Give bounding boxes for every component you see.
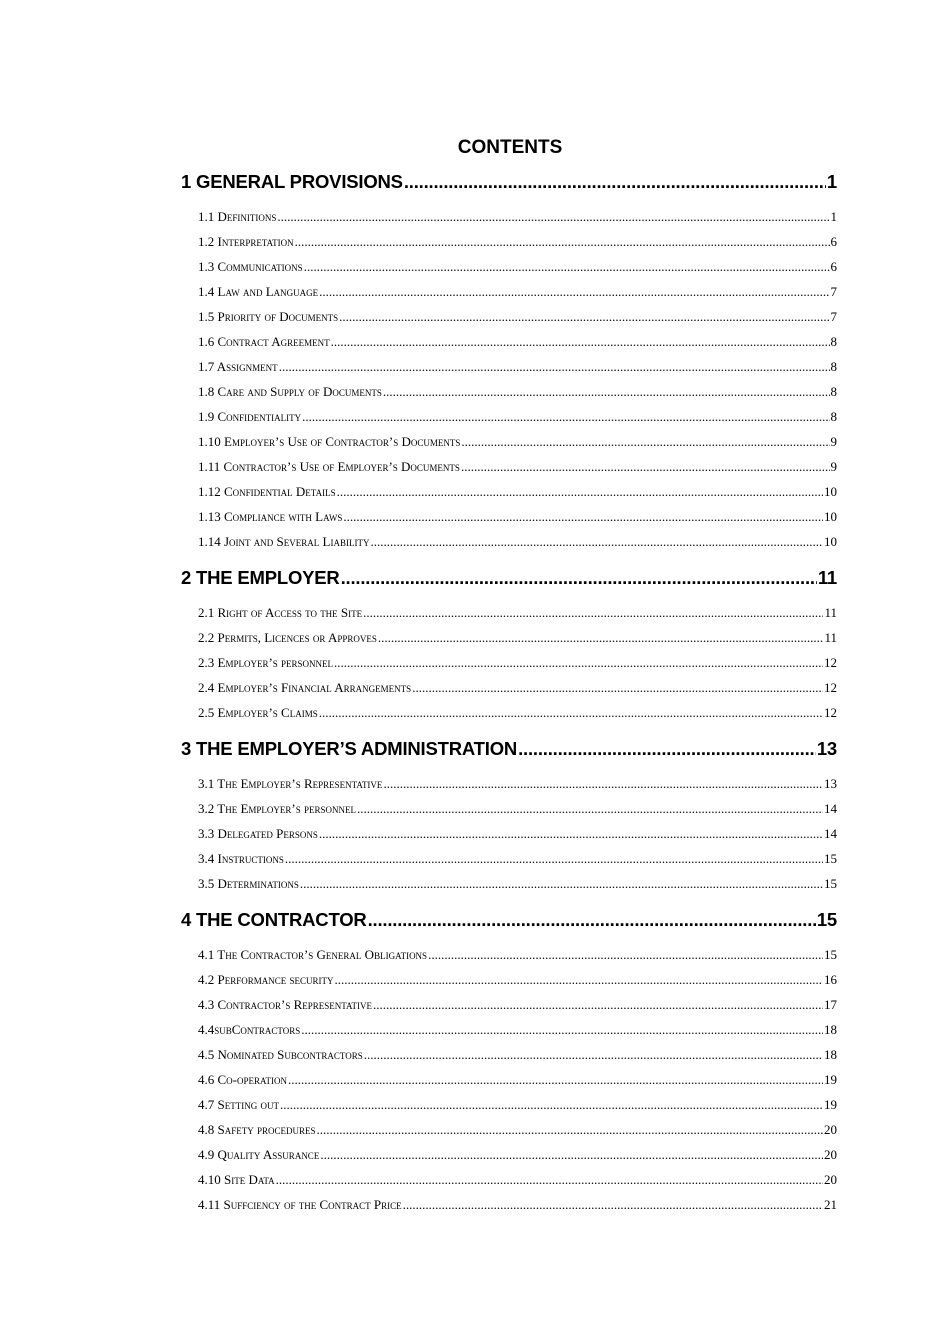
toc-entry[interactable] xyxy=(198,821,837,846)
toc-heading-page: 11 xyxy=(817,567,837,588)
toc-entry[interactable] xyxy=(198,404,837,429)
toc-entry-page: 10 xyxy=(824,484,837,499)
toc-entry[interactable] xyxy=(198,279,837,304)
toc-entry-page: 10 xyxy=(824,509,837,524)
toc-entry[interactable] xyxy=(198,504,837,529)
dot-leader xyxy=(319,821,823,846)
dot-leader xyxy=(363,600,823,625)
toc-entry-label: 4.8 Safety procedures xyxy=(198,1122,316,1137)
toc-entry-page: 20 xyxy=(824,1147,837,1162)
toc-entry-label: 2.5 Employer’s Claims xyxy=(198,705,318,720)
toc-entry-page: 14 xyxy=(824,826,837,841)
dot-leader xyxy=(317,1117,824,1142)
toc-heading-label: 4 THE CONTRACTOR xyxy=(181,909,367,930)
dot-leader xyxy=(279,354,830,379)
dot-leader xyxy=(285,846,823,871)
toc-entry-label: 1.14 Joint and Several Liability xyxy=(198,534,370,549)
toc-section xyxy=(181,564,837,725)
toc-entry[interactable] xyxy=(198,379,837,404)
toc-entry-label: 2.2 Permits, Licences or Approves xyxy=(198,630,377,645)
dot-leader xyxy=(370,529,823,554)
toc-entry-label: 3.4 Instructions xyxy=(198,851,284,866)
dot-leader xyxy=(383,379,830,404)
toc-entry[interactable] xyxy=(198,1092,837,1117)
toc-entry-page: 18 xyxy=(824,1022,837,1037)
dot-leader xyxy=(280,1092,823,1117)
toc-entry-label: 2.4 Employer’s Financial Arrangements xyxy=(198,680,412,695)
toc-entry-label: 1.13 Compliance with Laws xyxy=(198,509,343,524)
toc-page xyxy=(181,136,837,1227)
toc-entry[interactable] xyxy=(198,479,837,504)
toc-entry-page: 17 xyxy=(824,997,837,1012)
dot-leader xyxy=(461,454,830,479)
dot-leader xyxy=(335,967,824,992)
toc-section xyxy=(181,735,837,896)
toc-entry-page: 8 xyxy=(830,409,837,424)
toc-entry-page: 12 xyxy=(824,655,837,670)
toc-entry[interactable] xyxy=(198,942,837,967)
toc-entry-page: 8 xyxy=(830,359,837,374)
dot-leader xyxy=(403,1192,823,1217)
toc-entry-label: 1.3 Communications xyxy=(198,259,303,274)
dot-leader xyxy=(319,279,829,304)
toc-entry-page: 19 xyxy=(824,1072,837,1087)
dot-leader xyxy=(331,329,830,354)
dot-leader xyxy=(373,992,823,1017)
toc-entry-page: 18 xyxy=(824,1047,837,1062)
toc-entry[interactable] xyxy=(198,354,837,379)
toc-entry[interactable] xyxy=(198,1017,837,1042)
toc-entries xyxy=(181,600,837,725)
toc-entry-label: 1.6 Contract Agreement xyxy=(198,334,330,349)
toc-entry-label: 4.3 Contractor’s Representative xyxy=(198,997,373,1012)
toc-entry-label: 3.2 The Employer’s personnel xyxy=(198,801,356,816)
dot-leader xyxy=(320,1142,823,1167)
dot-leader xyxy=(404,168,826,196)
toc-entry[interactable] xyxy=(198,1167,837,1192)
toc-section xyxy=(181,168,837,554)
dot-leader xyxy=(341,564,817,592)
toc-entry[interactable] xyxy=(198,796,837,821)
toc-entry-label: 2.1 Right of Access to the Site xyxy=(198,605,363,620)
dot-leader xyxy=(368,906,816,934)
dot-leader xyxy=(300,871,823,896)
dot-leader xyxy=(383,771,823,796)
toc-heading-label: 1 GENERAL PROVISIONS xyxy=(181,171,403,192)
dot-leader xyxy=(337,479,823,504)
toc-entry-label: 1.12 Confidential Details xyxy=(198,484,336,499)
toc-entry-label: 4.6 Co-operation xyxy=(198,1072,288,1087)
toc-entry-page: 9 xyxy=(830,434,837,449)
toc-entry-page: 21 xyxy=(824,1197,837,1212)
toc-entry-page: 1 xyxy=(830,209,837,224)
toc-entry-label: 3.5 Determinations xyxy=(198,876,299,891)
toc-entry[interactable] xyxy=(198,771,837,796)
toc-entry[interactable] xyxy=(198,846,837,871)
toc-entry-label: 2.3 Employer’s personnel xyxy=(198,655,334,670)
dot-leader xyxy=(304,254,830,279)
toc-entry-label: 4.9 Quality Assurance xyxy=(198,1147,320,1162)
toc-entry-page: 6 xyxy=(830,234,837,249)
dot-leader xyxy=(295,229,830,254)
dot-leader xyxy=(302,404,829,429)
toc-entry-page: 12 xyxy=(824,680,837,695)
toc-entry-page: 7 xyxy=(830,309,837,324)
toc-title: CONTENTS xyxy=(457,137,563,158)
dot-leader xyxy=(461,429,829,454)
toc-heading[interactable] xyxy=(181,906,837,934)
toc-entry-label: 4.5 Nominated Subcontractors xyxy=(198,1047,363,1062)
toc-entries xyxy=(181,942,837,1217)
toc-entry-label: 3.1 The Employer’s Representative xyxy=(198,776,383,791)
toc-entry-page: 10 xyxy=(824,534,837,549)
toc-entry-label: 1.11 Contractor’s Use of Employer’s Documents xyxy=(198,459,460,474)
toc-entry-page: 15 xyxy=(824,947,837,962)
toc-entry[interactable] xyxy=(198,529,837,554)
toc-entry[interactable] xyxy=(198,675,837,700)
toc-entry-page: 12 xyxy=(824,705,837,720)
toc-heading-label: 2 THE EMPLOYER xyxy=(181,567,340,588)
toc-entry-page: 15 xyxy=(824,851,837,866)
dot-leader xyxy=(412,675,823,700)
toc-heading[interactable] xyxy=(181,735,837,763)
toc-entry[interactable] xyxy=(198,454,837,479)
dot-leader xyxy=(277,204,829,229)
toc-entry-label: 1.1 Definitions xyxy=(198,209,277,224)
toc-entry-page: 8 xyxy=(830,384,837,399)
toc-entry-label: 4.2 Performance security xyxy=(198,972,334,987)
toc-entry-page: 15 xyxy=(824,876,837,891)
toc-list xyxy=(181,168,837,1217)
toc-entry-page: 14 xyxy=(824,801,837,816)
toc-entry-label: 4.4subContractors xyxy=(198,1022,301,1037)
toc-entry-label: 1.9 Confidentiality xyxy=(198,409,302,424)
toc-entry[interactable] xyxy=(198,992,837,1017)
toc-entry-page: 19 xyxy=(824,1097,837,1112)
toc-heading-page: 1 xyxy=(826,171,837,192)
dot-leader xyxy=(319,700,823,725)
toc-entry-label: 1.8 Care and Supply of Documents xyxy=(198,384,382,399)
toc-entry[interactable] xyxy=(198,254,837,279)
dot-leader xyxy=(276,1167,823,1192)
toc-entry-label: 1.4 Law and Language xyxy=(198,284,319,299)
toc-entry-page: 16 xyxy=(824,972,837,987)
toc-entry-page: 6 xyxy=(830,259,837,274)
toc-entry-page: 9 xyxy=(830,459,837,474)
toc-entry[interactable] xyxy=(198,967,837,992)
toc-entry-page: 8 xyxy=(830,334,837,349)
toc-entry[interactable] xyxy=(198,429,837,454)
toc-entry[interactable] xyxy=(198,1117,837,1142)
toc-entry-label: 1.10 Employer’s Use of Contractor’s Documents xyxy=(198,434,461,449)
toc-entry-page: 20 xyxy=(824,1122,837,1137)
toc-heading-page: 13 xyxy=(816,738,837,759)
dot-leader xyxy=(357,796,823,821)
dot-leader xyxy=(301,1017,823,1042)
toc-entry[interactable] xyxy=(198,871,837,896)
toc-entry-label: 1.5 Priority of Documents xyxy=(198,309,339,324)
toc-entry[interactable] xyxy=(198,304,837,329)
toc-entry-label: 4.7 Setting out xyxy=(198,1097,279,1112)
toc-entry[interactable] xyxy=(198,1042,837,1067)
toc-entry-page: 11 xyxy=(824,630,837,645)
toc-entry-page: 13 xyxy=(824,776,837,791)
toc-entry[interactable] xyxy=(198,650,837,675)
toc-heading[interactable] xyxy=(181,564,837,592)
dot-leader xyxy=(334,650,823,675)
toc-entry-page: 20 xyxy=(824,1172,837,1187)
toc-entry[interactable] xyxy=(198,229,837,254)
toc-entry[interactable] xyxy=(198,1142,837,1167)
toc-heading[interactable] xyxy=(181,168,837,196)
toc-entry-page: 7 xyxy=(830,284,837,299)
toc-entry[interactable] xyxy=(198,1192,837,1217)
dot-leader xyxy=(428,942,823,967)
toc-section xyxy=(181,906,837,1217)
toc-heading-page: 15 xyxy=(816,909,837,930)
dot-leader xyxy=(343,504,823,529)
toc-entry-page: 11 xyxy=(824,605,837,620)
toc-entry[interactable] xyxy=(198,625,837,650)
toc-entry[interactable] xyxy=(198,329,837,354)
toc-entry-label: 4.10 Site Data xyxy=(198,1172,275,1187)
toc-entry-label: 4.11 Suffciency of the Contract Price xyxy=(198,1197,402,1212)
toc-entry-label: 3.3 Delegated Persons xyxy=(198,826,318,841)
toc-entry-label: 1.2 Interpretation xyxy=(198,234,294,249)
toc-entry[interactable] xyxy=(198,1067,837,1092)
toc-entries xyxy=(181,204,837,554)
toc-entries xyxy=(181,771,837,896)
toc-entry[interactable] xyxy=(198,600,837,625)
dot-leader xyxy=(339,304,829,329)
toc-entry-label: 4.1 The Contractor’s General Obligations xyxy=(198,947,428,962)
toc-heading-label: 3 THE EMPLOYER’S ADMINISTRATION xyxy=(181,738,518,759)
toc-entry[interactable] xyxy=(198,700,837,725)
toc-entry[interactable] xyxy=(198,204,837,229)
dot-leader xyxy=(518,735,816,763)
dot-leader xyxy=(288,1067,823,1092)
toc-entry-label: 1.7 Assignment xyxy=(198,359,278,374)
dot-leader xyxy=(378,625,824,650)
dot-leader xyxy=(364,1042,823,1067)
